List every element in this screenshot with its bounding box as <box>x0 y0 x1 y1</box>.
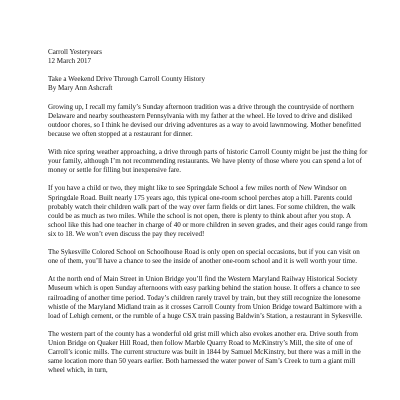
publication-date: 12 March 2017 <box>48 57 92 66</box>
paragraph-4: The Sykesville Colored School on Schoolhouse Road is only open on special occasions, but if you can visit on one of them, you’ll have a chance to see the inside of another one-room school and it is well worth your time. <box>48 248 360 266</box>
article-title: Take a Weekend Drive Through Carroll County History <box>48 75 206 84</box>
paragraph-3: If you have a child or two, they might like to see Springdale School a few miles north of New Windsor on Springdale Road. Built nearly 175 years ago, this typical one-room school perches atop a hill. Parents could probably watch their children walk part of the way over farm fields or dirt lanes. For some children, the walk could be as much as two miles. While the school is not open, there is plenty to think about after you stop. A school like this had one teacher in charge of 40 or more children in seven grades, and their ages could range from six to 18. We won’t even discuss the pay they received! <box>48 184 368 238</box>
paragraph-5: At the north end of Main Street in Union Bridge you’ll find the Western Maryland Railway Historical Society Museum which is open Sunday afternoons with easy parking behind the station house. It offers a chance to see railroading of another time period. Today’s children rarely travel by train, but they still recognize the lonesome whistle of the Maryland Midland train as it crosses Carroll County from Union Bridge toward Baltimore with a load of Lehigh cement, or the rumble of a huge CSX train passing Baldwin’s Station, a restaurant in Sykesville. <box>48 275 363 320</box>
paragraph-2: With nice spring weather approaching, a drive through parts of historic Carroll County might be just the thing for your family, although I’m not recommending restaurants. We have plenty of those where you can spend a lot of money or settle for filling but inexpensive fare. <box>48 148 368 175</box>
article-content <box>48 48 370 384</box>
paragraph-1: Growing up, I recall my family’s Sunday afternoon tradition was a drive through the countryside of northern Delaware and nearby southeastern Pennsylvania with my father at the wheel. He loved to drive and disliked outdoor chores, so I think he devised our driving adventures as a way to avoid lawnmowing. Mother benefitted because we often stopped at a restaurant for dinner. <box>48 102 361 138</box>
article-byline: By Mary Ann Ashcraft <box>48 84 113 93</box>
publication-name: Carroll Yesteryears <box>48 48 103 56</box>
header-block <box>48 48 370 66</box>
title-block <box>48 75 370 93</box>
paragraph-6: The western part of the county has a wonderful old grist mill which also evokes another era. Drive south from Union Bridge on Quaker Hill Road, then follow Marble Quarry Road to McKinstry’s Mill, the site of one of Carroll’s iconic mills. The current structure was built in 1844 by Samuel McKinstry, but there was a mill in the same location more than 50 years earlier. Both harnessed the water power of Sam’s Creek to turn a giant mill wheel which, in turn, <box>48 329 361 375</box>
